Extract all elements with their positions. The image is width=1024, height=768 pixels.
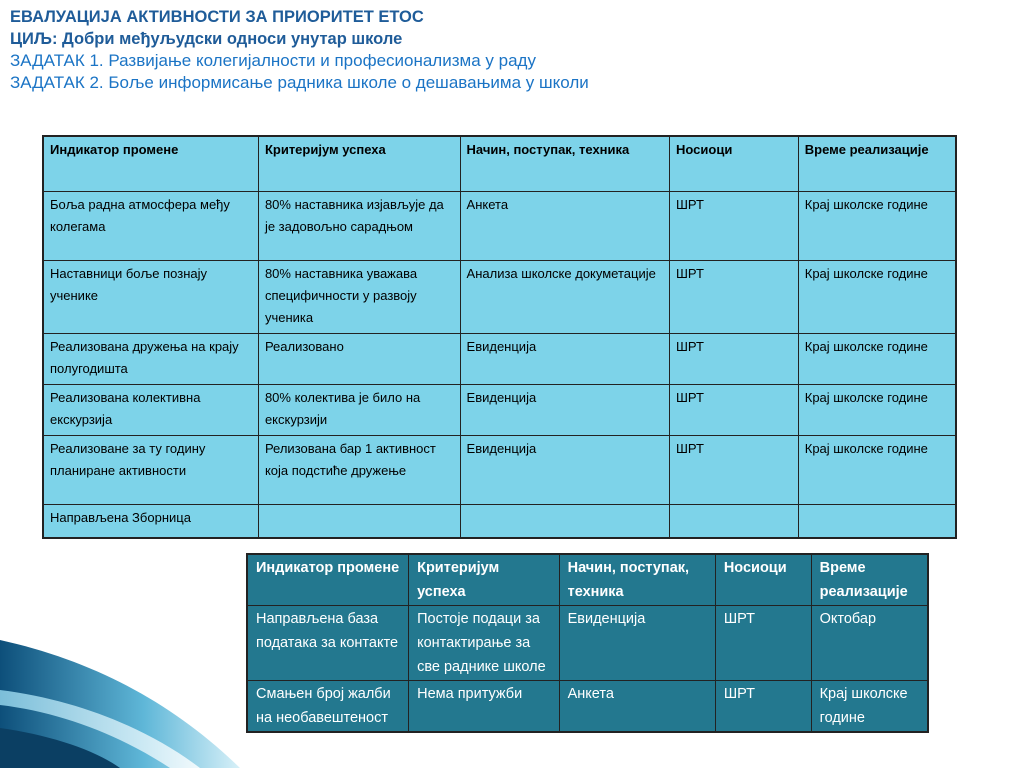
table-cell: Анкета <box>559 681 715 733</box>
table-cell: Крај школске године <box>798 261 956 334</box>
table-row <box>247 681 928 733</box>
header-cell: Индикатор промене <box>43 136 258 192</box>
header-cell: Носиоци <box>670 136 799 192</box>
table-cell: ШРТ <box>670 385 799 436</box>
header-cell: Индикатор промене <box>247 554 409 606</box>
slide-header <box>10 6 1010 94</box>
table-cell: Наставници боље познају ученике <box>43 261 258 334</box>
table-cell: Крај школске године <box>811 681 928 733</box>
table-row <box>43 436 956 505</box>
slide-title: ЕВАЛУАЦИЈА АКТИВНОСТИ ЗА ПРИОРИТЕТ ЕТОС <box>10 8 424 26</box>
goal-text: ЦИЉ: Добри међуљудски односи унутар школе <box>10 30 403 48</box>
table-cell: ШРТ <box>715 681 811 733</box>
header-cell: Начин, поступак, техника <box>460 136 669 192</box>
table-cell: Евиденција <box>460 334 669 385</box>
evaluation-table-1 <box>42 135 957 539</box>
table-cell <box>798 505 956 538</box>
table-cell: Боља радна атмосфера међу колегама <box>43 192 258 261</box>
table-cell: Релизована бар 1 активност која подстиће дружење <box>258 436 460 505</box>
table-cell: 80% наставника уважава специфичности у развоју ученика <box>258 261 460 334</box>
table-cell: Евиденција <box>460 436 669 505</box>
table-cell: Направљена база података за контакте <box>247 606 409 681</box>
table-cell: Направљена Зборница <box>43 505 258 538</box>
table-cell <box>258 505 460 538</box>
table-cell: Крај школске године <box>798 436 956 505</box>
table-cell: Постоје подаци за контактирање за све раднике школе <box>409 606 560 681</box>
table-cell: Анализа школске докуметације <box>460 261 669 334</box>
header-cell: Носиоци <box>715 554 811 606</box>
table-row <box>43 334 956 385</box>
table-cell: Реализована колективна екскурзија <box>43 385 258 436</box>
header-cell: Начин, поступак, техника <box>559 554 715 606</box>
table-cell: 80% колектива је било на екскурзији <box>258 385 460 436</box>
table-cell: Евиденција <box>460 385 669 436</box>
table-row <box>43 505 956 538</box>
table-cell: Крај школске године <box>798 385 956 436</box>
table-cell: ШРТ <box>670 334 799 385</box>
table-cell: ШРТ <box>670 192 799 261</box>
table-cell: Реализовано <box>258 334 460 385</box>
table-cell: Реализоване за ту годину планиране активности <box>43 436 258 505</box>
table-cell: ШРТ <box>670 436 799 505</box>
table-row <box>247 606 928 681</box>
table-row <box>43 192 956 261</box>
evaluation-table-2 <box>246 553 929 733</box>
task-2-text: ЗАДАТАК 2. Боље информисање радника школе о дешавањима у школи <box>10 73 589 92</box>
header-cell: Критеријум успеха <box>258 136 460 192</box>
table-cell: Октобар <box>811 606 928 681</box>
table-cell: Евиденција <box>559 606 715 681</box>
task-1-text: ЗАДАТАК 1. Развијање колегијалности и професионализма у раду <box>10 51 536 70</box>
table-cell: Крај школске године <box>798 192 956 261</box>
table-cell <box>460 505 669 538</box>
table-cell: ШРТ <box>715 606 811 681</box>
table-cell: Нема притужби <box>409 681 560 733</box>
table-cell: Смањен број жалби на необавештеност <box>247 681 409 733</box>
header-cell: Време реализације <box>798 136 956 192</box>
table-cell: Крај школске године <box>798 334 956 385</box>
table-cell: ШРТ <box>670 261 799 334</box>
header-cell: Критеријум успеха <box>409 554 560 606</box>
table-cell <box>670 505 799 538</box>
table-header-row <box>43 136 956 192</box>
table-cell: Реализована дружења на крају полугодишта <box>43 334 258 385</box>
table-row <box>43 261 956 334</box>
header-cell: Време реализације <box>811 554 928 606</box>
table-cell: 80% наставника изјављује да је задовољно сарадњом <box>258 192 460 261</box>
table-row <box>43 385 956 436</box>
table-cell: Анкета <box>460 192 669 261</box>
table-header-row <box>247 554 928 606</box>
